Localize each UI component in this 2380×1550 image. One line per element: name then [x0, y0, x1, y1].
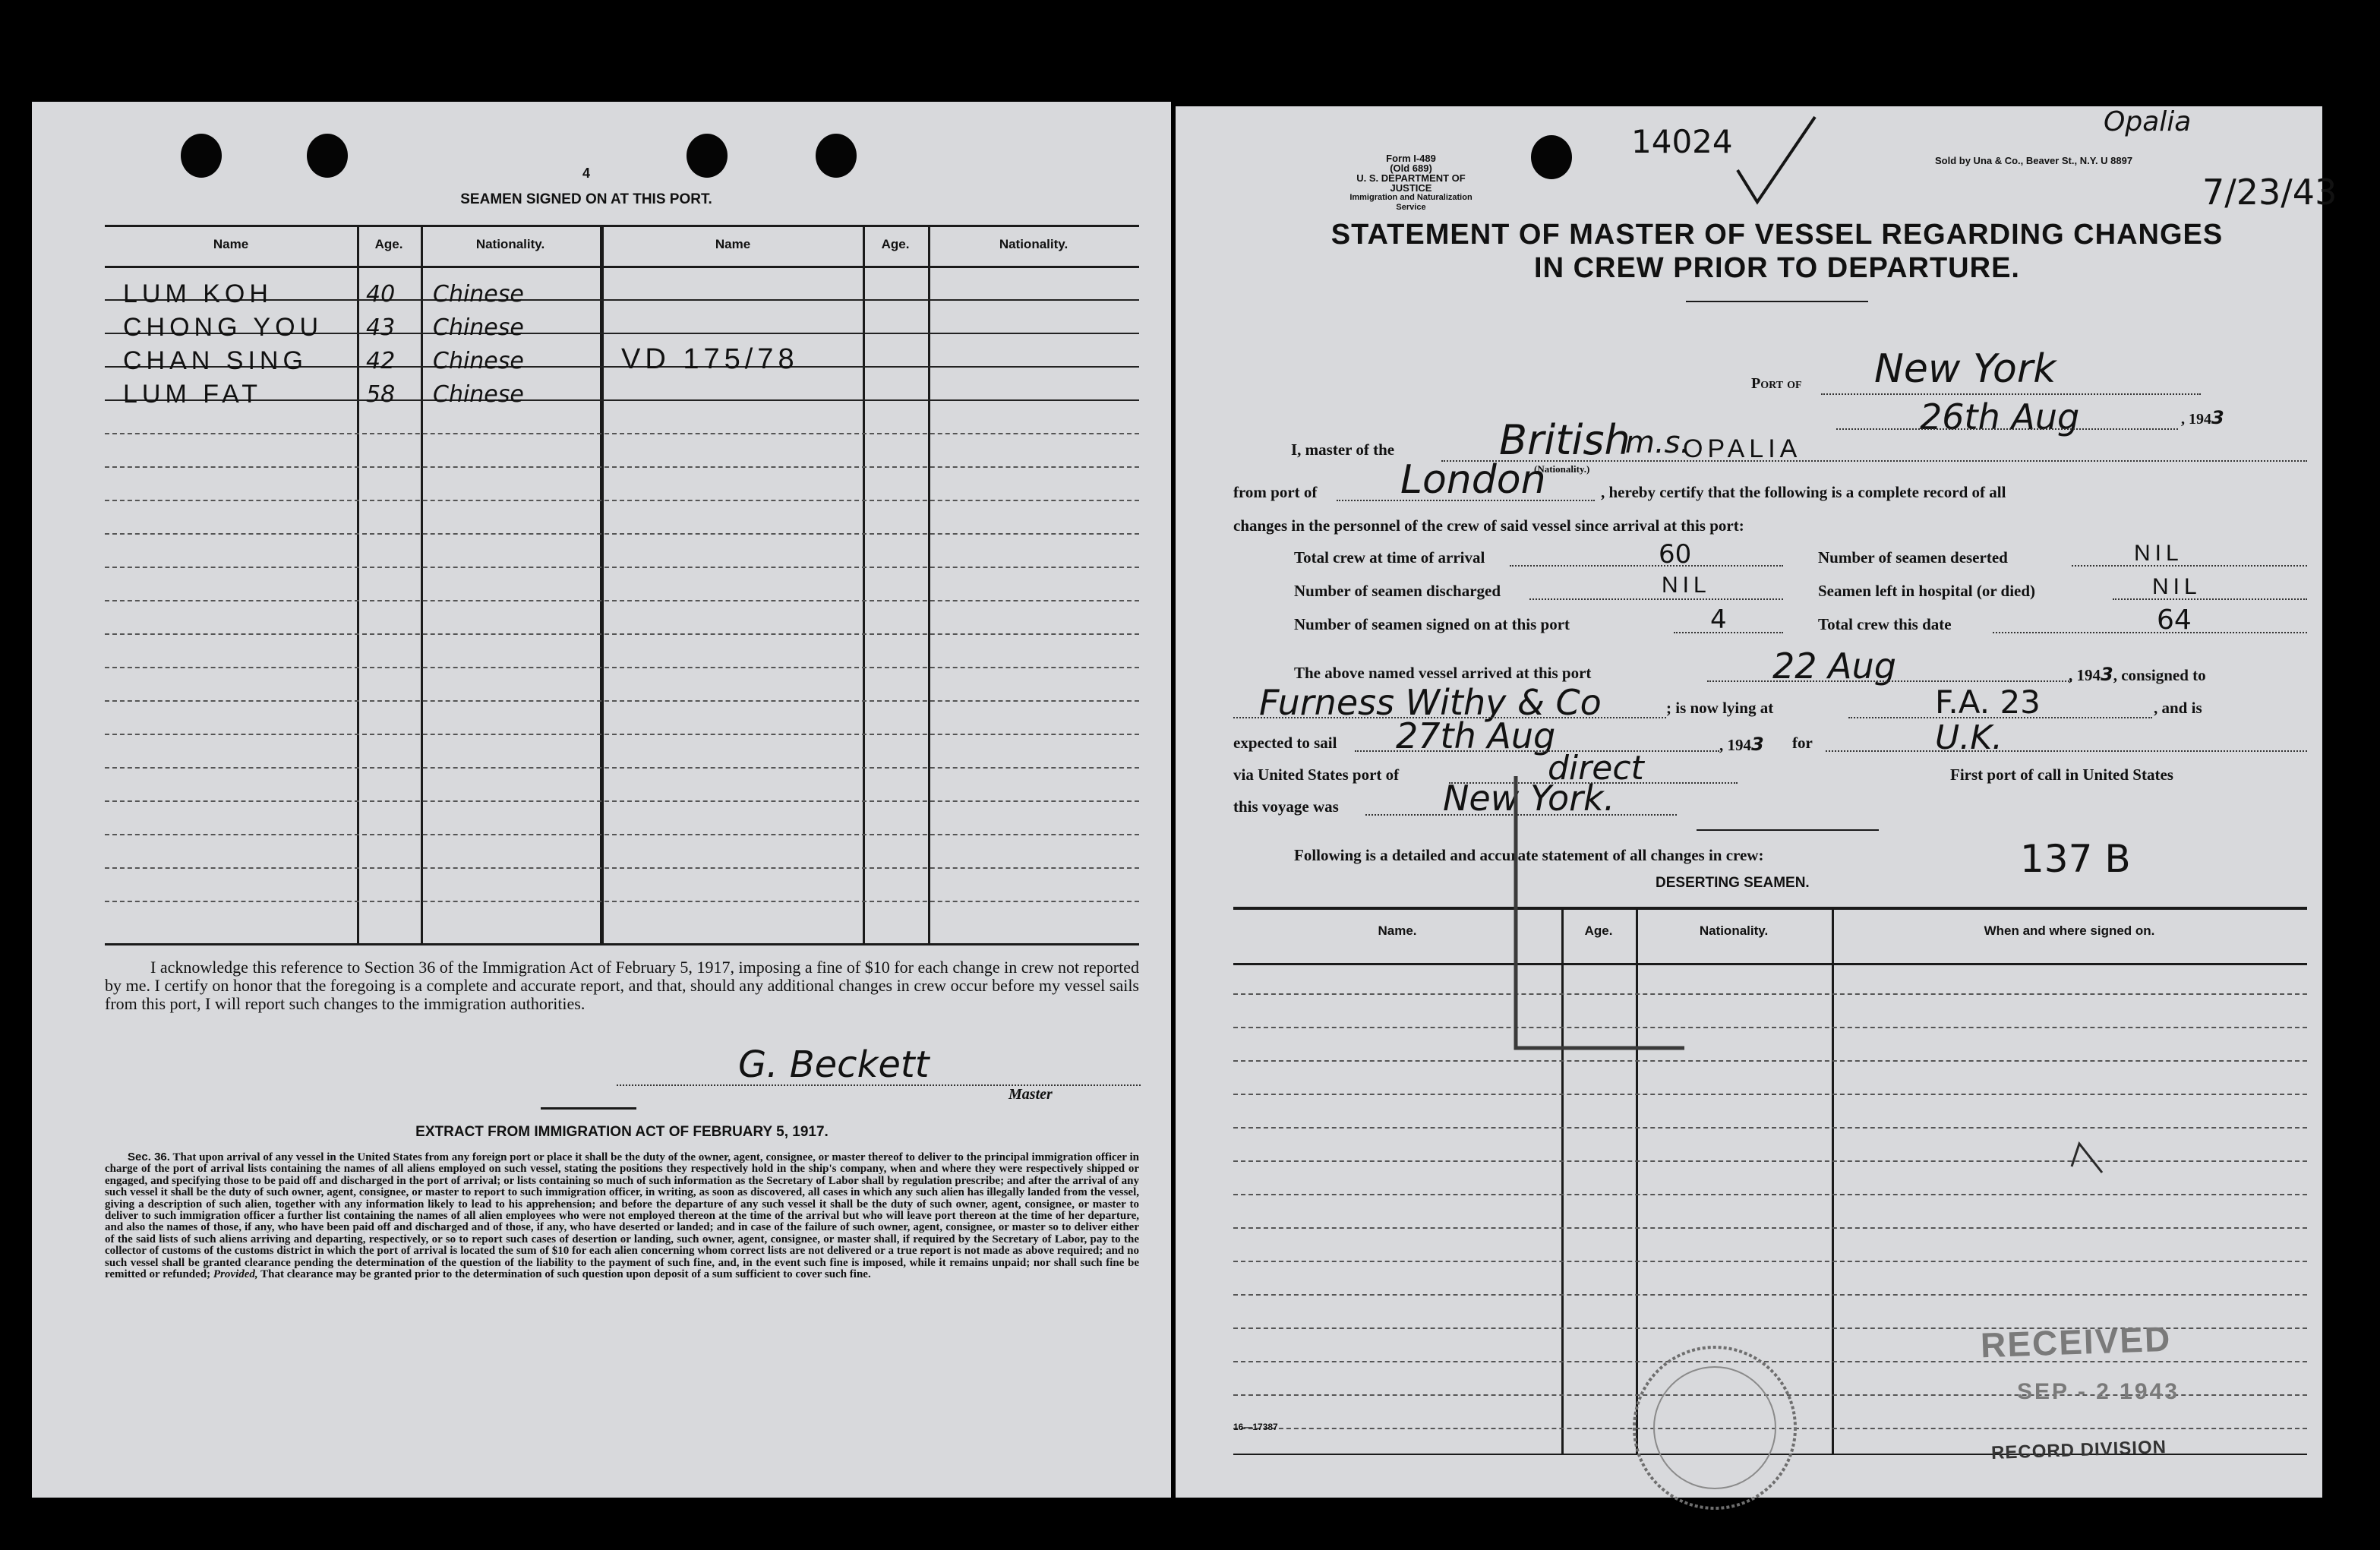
voyage-value: New York. — [1443, 778, 1615, 819]
crew-age: 42 — [366, 348, 396, 374]
year-suffix: 3 — [2211, 407, 2224, 428]
vessel-name: OPALIA — [1683, 434, 1802, 463]
postmark-icon — [1601, 1321, 1836, 1519]
port-line — [1821, 393, 2201, 395]
signed-on-value: 4 — [1710, 605, 1727, 635]
crew-name: LUM FAT — [123, 380, 263, 409]
row-rule — [105, 800, 1139, 802]
voyage-label: this voyage was — [1233, 797, 1339, 816]
punch-hole — [816, 134, 857, 178]
column-header: When and where signed on. — [1984, 923, 2155, 938]
title-line-2: IN CREW PRIOR TO DEPARTURE. — [1534, 252, 2020, 284]
port-label: Port of — [1751, 375, 1802, 392]
master-label: Master — [1009, 1086, 1053, 1103]
expected-value: 27th Aug — [1396, 715, 1556, 756]
divider-rule — [541, 1107, 636, 1110]
table-header-rule — [105, 266, 1139, 268]
title-line-1: STATEMENT OF MASTER OF VESSEL REGARDING CHANGES — [1330, 219, 2224, 251]
row-rule — [105, 633, 1139, 635]
form-code: 16—17387 — [1233, 1422, 1278, 1432]
row-rule — [105, 834, 1139, 835]
row-rule — [1233, 1261, 2307, 1262]
bracket-mark-icon — [1510, 775, 1798, 1063]
deserted-value: NIL — [2134, 541, 2183, 566]
row-rule — [1233, 1094, 2307, 1095]
corner-note: Opalia — [2104, 106, 2192, 137]
crew-name: CHAN SING — [123, 346, 308, 375]
via-value: direct — [1548, 749, 1644, 788]
crew-nationality: Chinese — [433, 314, 524, 341]
crew-nationality: Chinese — [433, 281, 524, 308]
following-label: Following is a detailed and accurate statement of all changes in crew: — [1294, 846, 1764, 864]
year-prefix: , 194 — [2181, 411, 2211, 428]
extract-title: EXTRACT FROM IMMIGRATION ACT OF FEBRUARY 5, 1917. — [415, 1124, 829, 1140]
signed-on-label: Number of seamen signed on at this port — [1294, 615, 1570, 633]
expected-label: expected to sail — [1233, 734, 1337, 752]
column-header: Age. — [881, 237, 910, 251]
row-rule — [1233, 1160, 2307, 1162]
for-value: U.K. — [1935, 718, 2003, 757]
deserting-title: DESERTING SEAMEN. — [1656, 875, 1810, 891]
vessel-line — [1441, 460, 2307, 462]
and-is-label: , and is — [2154, 699, 2202, 717]
column-header: Age. — [1584, 923, 1613, 938]
date-line — [1836, 428, 2178, 430]
vessel-type: m.s. — [1625, 425, 1690, 460]
discharged-value: NIL — [1662, 573, 1711, 598]
title-rule — [1686, 301, 1868, 302]
date-value: 26th Aug — [1920, 396, 2080, 437]
certify-text: , hereby certify that the following is a complete record of all — [1601, 483, 2006, 501]
extract-tail: That clearance may be granted prior to the determination of such question upon deposit of a sum sufficient to cover such fine. — [260, 1268, 871, 1281]
nationality-value: British — [1499, 416, 1630, 464]
row-rule — [105, 700, 1139, 702]
crew-nationality: Chinese — [433, 348, 524, 374]
arrived-year-prefix: , 194 — [2069, 666, 2101, 684]
stat-line — [1674, 632, 1783, 633]
from-port-line — [1337, 500, 1595, 501]
row-rule — [105, 867, 1139, 869]
row-rule — [105, 567, 1139, 568]
extract-main: That upon arrival of any vessel in the United States from any foreign port or place it shall be the duty of the owner, agent, consignee, or master thereof to deliver to the principal immigration officer in charge of the port of arrival lists containing the names of all aliens employed on such vessel, stating the positions they respectively hold in the ship's company, when and where they were respectively shipped or engaged, and specifying those to be paid off and discharged in the port of arrival; or lists containing so much of such information as the Secretary of Labor shall by regulation prescribe; and after the arrival of any such vessel it shall be the duty of such owner, agent, consignee, or master to report to such immigration officer, in writing, as soon as discovered, all cases in which any such alien has illegally landed from the vessel, giving a description of such alien, together with any information likely to lead to his apprehension; and before the departure of any such vessel it shall be the duty of such owner, agent, consignee, or master to deliver to such immigration officer a further list containing the names of all alien employees who were not employed thereon at the time of the arrival but who will leave port thereon at the time of her departure, and also the names of those, if any, who have been paid off and discharged and of those, if any, who have deserted or landed; and in case of the failure of such owner, agent, consignee, or master so to deliver either of the said lists of such aliens arriving and departing, respectively, or so to report such cases of desertion or landing, such owner, agent, consignee, or master shall, if required by the Secretary of Labor, pay to the collector of customs of the customs district in which the port of arrival is located the sum of $10 for each alien concerning whom correct lists are not delivered or a true report is not made as above required; and no such vessel shall be granted clearance pending the determination of the question of the liability to the payment of such fine, and, in the event such fine is imposed, while it remains unpaid; nor shall such fine be remitted or refunded; — [105, 1151, 1139, 1281]
for-label: for — [1792, 734, 1813, 752]
punch-hole — [181, 134, 222, 178]
row-rule — [105, 734, 1139, 735]
stat-line — [1510, 565, 1783, 567]
column-header: Name — [213, 237, 249, 251]
total-crew-arrival: 60 — [1659, 539, 1692, 570]
lying-value: F.A. 23 — [1935, 683, 2041, 721]
column-header: Age. — [374, 237, 403, 251]
row-rule — [105, 533, 1139, 535]
via-label: via United States port of — [1233, 766, 1400, 784]
stat-line — [2072, 565, 2307, 567]
hospital-value: NIL — [2152, 574, 2202, 599]
extract-label: Sec. 36. — [128, 1151, 170, 1163]
nationality-label: (Nationality.) — [1534, 463, 1590, 475]
sold-by-note: Sold by Una & Co., Beaver St., N.Y. U 8897 — [1935, 155, 2133, 166]
form-line: Form I-489 — [1386, 153, 1436, 164]
deserted-label: Number of seamen deserted — [1818, 548, 2008, 567]
received-stamp: RECEIVED — [1980, 1318, 2173, 1365]
row-rule — [105, 433, 1139, 434]
from-port-value: London — [1400, 457, 1546, 503]
row-rule — [105, 901, 1139, 902]
crew-age: 58 — [366, 381, 396, 408]
crew-age: 43 — [366, 314, 396, 341]
arrived-line — [1707, 680, 2072, 682]
crew-nationality: Chinese — [433, 381, 524, 408]
stat-line — [1993, 632, 2307, 633]
crew-name-2: VD 175/78 — [621, 343, 799, 375]
form-id — [1344, 153, 1478, 213]
crew-age: 40 — [366, 281, 396, 308]
crew-name: LUM KOH — [123, 279, 273, 308]
row-rule — [105, 767, 1139, 769]
file-mark: 137 B — [2020, 837, 2131, 881]
total-crew-date: 64 — [2157, 605, 2192, 636]
left-page-title: SEAMEN SIGNED ON AT THIS PORT. — [460, 191, 712, 207]
column-header: Nationality. — [999, 237, 1068, 251]
page-number: 4 — [582, 166, 590, 181]
expected-year-suffix: 3 — [1751, 734, 1764, 755]
column-header: Name. — [1378, 923, 1417, 938]
table-top-rule — [105, 225, 1139, 227]
total-crew-date-label: Total crew this date — [1818, 615, 1952, 633]
hospital-label: Seamen left in hospital (or died) — [1818, 582, 2036, 600]
column-header: Name — [715, 237, 751, 251]
from-port-label: from port of — [1233, 483, 1318, 501]
right-page — [1176, 106, 2337, 1498]
certify-text-2: changes in the personnel of the crew of said vessel since arrival at this port: — [1233, 516, 1744, 535]
corner-date: 7/23/43 — [2202, 172, 2337, 213]
acknowledgement-text: I acknowledge this reference to Section 36 of the Immigration Act of February 5, 1917, imposing a fine of $10 for each change in crew not reported by me. I certify on honor that the foregoing is a complete and accurate report, and that, should any additional changes in crew occur before my vessel sails from this port, I will report such changes to the immigration authorities. — [105, 958, 1139, 1013]
crew-name: CHONG YOU — [123, 313, 324, 342]
punch-hole — [687, 134, 728, 178]
arrived-label: The above named vessel arrived at this port — [1294, 664, 1592, 682]
table-bottom-rule — [105, 943, 1139, 945]
row-rule — [1233, 1294, 2307, 1296]
row-rule — [1233, 1127, 2307, 1129]
row-rule — [105, 466, 1139, 468]
stat-line — [1529, 598, 1783, 600]
for-line — [1826, 750, 2307, 752]
form-line: U. S. DEPARTMENT OF JUSTICE — [1356, 172, 1466, 194]
total-crew-arrival-label: Total crew at time of arrival — [1294, 548, 1485, 567]
column-header: Nationality. — [1699, 923, 1769, 938]
master-signature: G. Beckett — [738, 1043, 930, 1086]
punch-hole — [1531, 135, 1572, 179]
row-rule — [105, 500, 1139, 501]
stat-line — [2113, 598, 2307, 600]
master-of-label: I, master of the — [1291, 440, 1395, 459]
form-line: Immigration and Naturalization Service — [1349, 193, 1473, 212]
form-line: (Old 689) — [1390, 163, 1432, 174]
discharged-label: Number of seamen discharged — [1294, 582, 1501, 600]
handwritten-number: 14024 — [1631, 123, 1733, 160]
extract-body — [105, 1151, 1139, 1280]
punch-hole — [307, 134, 348, 178]
consignee-value: Furness Withy & Co — [1259, 682, 1602, 723]
row-rule — [1233, 1194, 2307, 1195]
row-rule — [105, 667, 1139, 668]
row-rule — [105, 600, 1139, 601]
record-division-stamp: RECORD DIVISION — [1990, 1436, 2167, 1464]
expected-line — [1355, 750, 1719, 752]
left-page — [32, 102, 1171, 1498]
year-label — [2181, 407, 2224, 428]
column-header: Nationality. — [475, 237, 545, 251]
arrived-year-suffix: 3 — [2101, 664, 2113, 685]
first-port-label: First port of call in United States — [1950, 766, 2173, 784]
arrived-year — [2069, 664, 2206, 685]
consigned-label: , consigned to — [2113, 666, 2206, 684]
check-mark-icon — [1734, 114, 1818, 205]
lying-label: ; is now lying at — [1666, 699, 1774, 717]
row-rule — [1233, 1227, 2307, 1229]
port-value: New York — [1874, 346, 2056, 392]
arrived-value: 22 Aug — [1772, 646, 1896, 687]
expected-year-prefix: , 194 — [1719, 736, 1751, 754]
extract-provided: Provided, — [213, 1268, 258, 1281]
tick-mark-icon — [2069, 1136, 2107, 1179]
received-date-stamp: SEP - 2 1943 — [2017, 1379, 2180, 1404]
expected-year — [1719, 734, 1764, 755]
